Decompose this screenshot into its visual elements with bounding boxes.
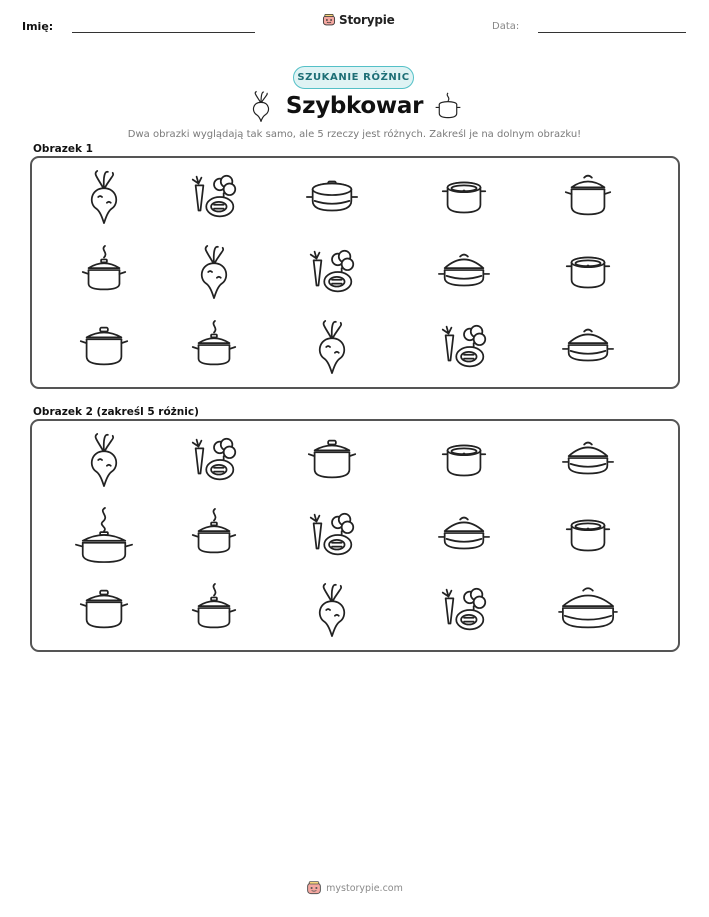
beet-icon xyxy=(303,581,361,639)
pot-dome-wide-icon xyxy=(559,318,617,376)
picture-1-item-3-4 xyxy=(435,318,493,376)
picture-1-item-2-5 xyxy=(559,243,617,301)
pot-closed-wide-icon xyxy=(303,168,361,226)
storypie-logo-icon xyxy=(322,13,336,27)
picture-1-item-3-2 xyxy=(185,318,243,376)
pot-dome-wide-icon xyxy=(559,431,617,489)
pot-steam-icon xyxy=(185,318,243,376)
date-field-line[interactable] xyxy=(538,32,686,33)
pot-open-small-icon xyxy=(559,506,617,564)
picture-1-item-1-2 xyxy=(185,168,243,226)
picture-1-item-1-4 xyxy=(435,168,493,226)
pot-open-small-icon xyxy=(435,168,493,226)
beet-icon xyxy=(246,90,276,122)
picture-1-item-2-3 xyxy=(303,243,361,301)
picture-2-item-2-1[interactable] xyxy=(75,506,133,564)
activity-badge: SZUKANIE RÓŻNIC xyxy=(293,66,414,89)
pot-open-small-icon xyxy=(435,431,493,489)
pot-dome-wide-icon xyxy=(435,506,493,564)
beet-icon xyxy=(75,431,133,489)
picture-2-item-2-4[interactable] xyxy=(435,506,493,564)
picture-2-item-1-2[interactable] xyxy=(185,431,243,489)
brand-name: Storypie xyxy=(339,13,395,27)
date-label: Data: xyxy=(492,21,520,32)
veggies-steak-icon xyxy=(303,243,361,301)
pot-dome-wide-icon xyxy=(435,243,493,301)
picture-2-label: Obrazek 2 (zakreśl 5 różnic) xyxy=(33,406,199,418)
veggies-steak-icon xyxy=(435,581,493,639)
pot-steam-icon xyxy=(185,581,243,639)
beet-icon xyxy=(185,243,243,301)
picture-1-item-3-1 xyxy=(75,318,133,376)
picture-1-item-3-5 xyxy=(559,318,617,376)
brand xyxy=(322,13,395,27)
pot-plain-icon xyxy=(303,431,361,489)
pot-plain-icon xyxy=(75,318,133,376)
pot-dome-large-icon xyxy=(559,581,617,639)
storypie-logo-icon xyxy=(306,880,322,896)
picture-2-panel[interactable] xyxy=(30,419,680,652)
picture-2-item-1-5[interactable] xyxy=(559,431,617,489)
picture-1-panel xyxy=(30,156,680,389)
veggies-steak-icon xyxy=(435,318,493,376)
picture-2-item-1-1[interactable] xyxy=(75,431,133,489)
picture-2-item-1-4[interactable] xyxy=(435,431,493,489)
pot-steam-icon xyxy=(185,506,243,564)
name-field-line[interactable] xyxy=(72,32,255,33)
picture-2-item-2-2[interactable] xyxy=(185,506,243,564)
pot-open-small-icon xyxy=(559,243,617,301)
picture-2-item-3-2[interactable] xyxy=(185,581,243,639)
title-row xyxy=(0,90,709,122)
veggies-steak-icon xyxy=(185,431,243,489)
picture-1-item-1-3 xyxy=(303,168,361,226)
picture-2-item-3-3[interactable] xyxy=(303,581,361,639)
picture-2-item-2-5[interactable] xyxy=(559,506,617,564)
pot-lid-tall-icon xyxy=(559,168,617,226)
picture-2-item-2-3[interactable] xyxy=(303,506,361,564)
footer-url: mystorypie.com xyxy=(326,882,403,894)
pot-steam-large-icon xyxy=(75,506,133,564)
picture-1-label: Obrazek 1 xyxy=(33,143,93,155)
footer xyxy=(0,880,709,896)
picture-1-item-1-5 xyxy=(559,168,617,226)
picture-2-item-1-3[interactable] xyxy=(303,431,361,489)
picture-1-item-2-1 xyxy=(75,243,133,301)
beet-icon xyxy=(75,168,133,226)
pot-steam-icon xyxy=(75,243,133,301)
picture-1-item-2-4 xyxy=(435,243,493,301)
picture-2-item-3-5[interactable] xyxy=(559,581,617,639)
name-label: Imię: xyxy=(22,20,54,33)
picture-1-item-1-1 xyxy=(75,168,133,226)
page-title: Szybkowar xyxy=(285,93,424,119)
pot-plain-icon xyxy=(75,581,133,639)
veggies-steak-icon xyxy=(303,506,361,564)
beet-icon xyxy=(303,318,361,376)
picture-2-item-3-1[interactable] xyxy=(75,581,133,639)
picture-2-item-3-4[interactable] xyxy=(435,581,493,639)
picture-1-item-2-2 xyxy=(185,243,243,301)
steaming-pot-icon xyxy=(433,90,463,122)
veggies-steak-icon xyxy=(185,168,243,226)
picture-1-item-3-3 xyxy=(303,318,361,376)
instructions: Dwa obrazki wyglądają tak samo, ale 5 rzeczy jest różnych. Zakreśl je na dolnym obrazku! xyxy=(127,129,582,140)
